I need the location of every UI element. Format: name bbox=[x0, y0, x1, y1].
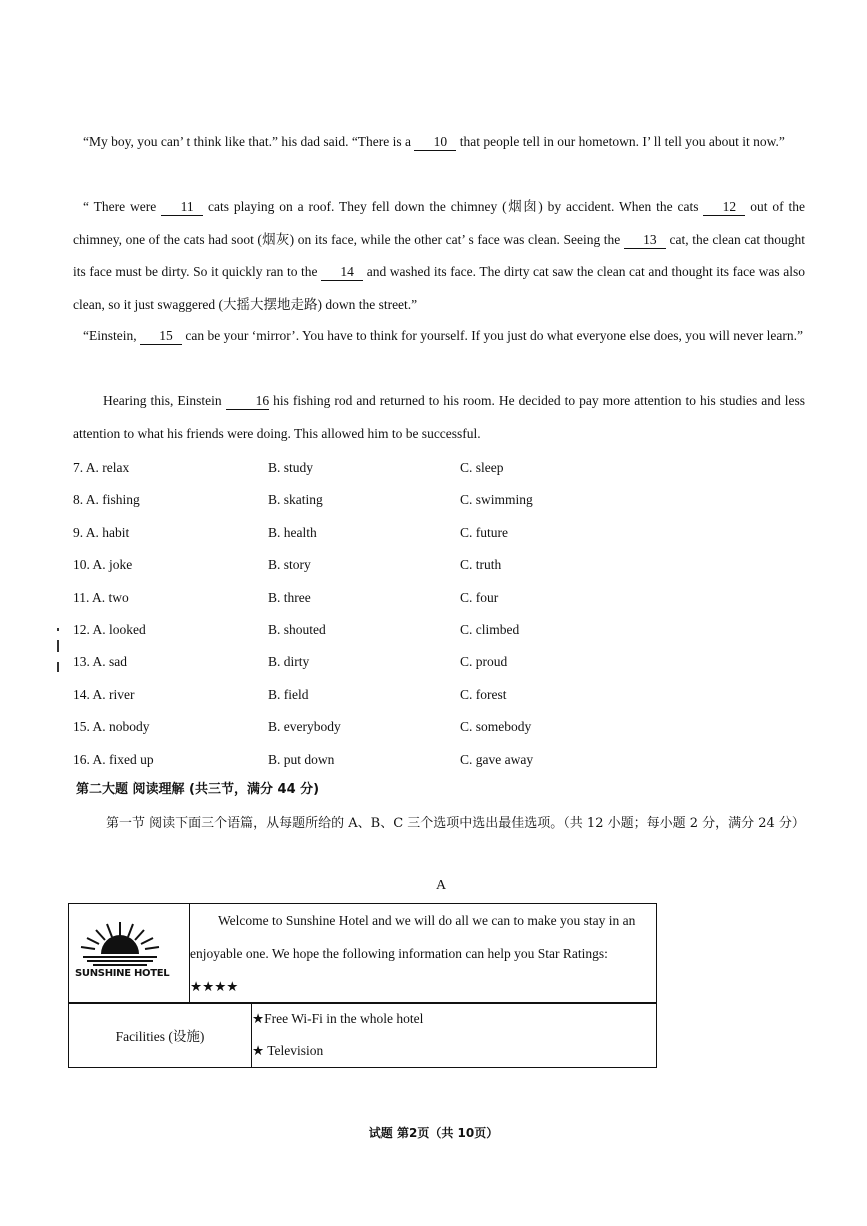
paragraph-3 bbox=[73, 320, 805, 353]
margin-mark bbox=[57, 640, 59, 652]
option-c: C. forest bbox=[460, 686, 507, 702]
blank-13: 13 bbox=[624, 232, 666, 249]
option-a: 14. A. river bbox=[73, 686, 135, 702]
text: “ There were bbox=[83, 199, 162, 214]
question-12 bbox=[73, 614, 805, 646]
question-9 bbox=[73, 517, 805, 549]
paragraph-1 bbox=[73, 126, 805, 159]
blank-14: 14 bbox=[321, 264, 363, 281]
blank-16: 16 bbox=[226, 393, 270, 410]
sunrise-logo-icon bbox=[77, 916, 163, 970]
logo-text: SUNSHINE HOTEL bbox=[75, 968, 170, 979]
question-13 bbox=[73, 646, 805, 678]
section-instructions: 第一节 阅读下面三个语篇，从每题所给的 A、B、C 三个选项中选出最佳选项。（共 12 小题；每小题 2 分，满分 24 分） bbox=[106, 816, 805, 831]
option-b: B. story bbox=[268, 557, 311, 573]
option-c: C. somebody bbox=[460, 719, 532, 735]
option-b: B. put down bbox=[268, 751, 335, 767]
option-a: 16. A. fixed up bbox=[73, 751, 154, 767]
option-c: C. future bbox=[460, 524, 508, 540]
passage-label: A bbox=[436, 878, 447, 893]
option-a: 8. A. fishing bbox=[73, 492, 140, 508]
text: can be your ‘mirror’. You have to think for yourself. If you just do what everyone else does, you will never learn.” bbox=[182, 328, 803, 343]
option-c: C. sleep bbox=[460, 460, 504, 475]
facilities-table bbox=[68, 1002, 657, 1068]
facilities-label: Facilities (设施) bbox=[69, 1003, 252, 1068]
question-16 bbox=[73, 744, 805, 776]
option-c: C. truth bbox=[460, 557, 502, 573]
hotel-logo bbox=[69, 904, 190, 1004]
option-a: 15. A. nobody bbox=[73, 719, 150, 735]
option-a: 7. A. relax bbox=[73, 460, 130, 475]
text: Hearing this, Einstein bbox=[103, 393, 226, 408]
option-b: B. shouted bbox=[268, 621, 326, 637]
facility-item: ★Free Wi-Fi in the whole hotel bbox=[252, 1011, 424, 1026]
hotel-info-table bbox=[68, 903, 657, 1004]
page-footer: 试题 第2页（共 10页） bbox=[368, 1126, 499, 1140]
text: his fishing rod and returned to his room. He decided to pay more attention to his studies and less attention to what his friends were doing. This allowed him to be successful. bbox=[73, 393, 806, 441]
hotel-welcome: Welcome to Sunshine Hotel and we will do all we can to make you stay in an enjoyable one. We hope the following information can help you Star Ratings: ★★★★ bbox=[190, 904, 657, 1004]
blank-15: 15 bbox=[140, 328, 182, 345]
facility-item: ★ Television bbox=[252, 1043, 324, 1058]
option-a: 13. A. sad bbox=[73, 654, 127, 670]
option-a: 10. A. joke bbox=[73, 557, 133, 573]
question-8 bbox=[73, 484, 805, 516]
facilities-list bbox=[252, 1003, 657, 1068]
option-c: C. climbed bbox=[460, 621, 520, 637]
margin-mark bbox=[57, 662, 59, 672]
blank-12: 12 bbox=[703, 199, 745, 216]
section-title: 第二大题 阅读理解 (共三节，满分 44 分) bbox=[76, 782, 320, 797]
option-b: B. health bbox=[268, 524, 317, 540]
option-a: 12. A. looked bbox=[73, 621, 146, 637]
option-a: 9. A. habit bbox=[73, 524, 130, 540]
option-c: C. proud bbox=[460, 654, 508, 670]
text: cat, the clean cat thought its face must be dirty. So it quickly ran to the bbox=[73, 231, 805, 279]
option-c: C. gave away bbox=[460, 751, 534, 767]
option-b: B. three bbox=[268, 589, 311, 605]
paragraph-4 bbox=[73, 385, 805, 450]
paragraph-2 bbox=[73, 191, 805, 321]
blank-11: 11 bbox=[161, 199, 203, 216]
option-a: 11. A. two bbox=[73, 589, 129, 605]
question-15 bbox=[73, 711, 805, 743]
option-b: B. study bbox=[268, 460, 314, 475]
question-7 bbox=[73, 452, 805, 484]
text: that people tell in our hometown. I’ ll tell you about it now.” bbox=[456, 134, 785, 149]
text: “My boy, you can’ t think like that.” his dad said. “There is a bbox=[83, 134, 415, 149]
option-b: B. field bbox=[268, 686, 309, 702]
text: “Einstein, bbox=[83, 328, 140, 343]
text: and washed its face. The dirty cat saw the clean cat and thought its face was also clean, so it just swaggered (大摇大摆地走路) down the street.” bbox=[73, 264, 806, 312]
option-c: C. swimming bbox=[460, 492, 533, 508]
question-14 bbox=[73, 679, 805, 711]
text: cats playing on a roof. They fell down the chimney (烟囱) by accident. When the cats bbox=[203, 199, 704, 214]
option-b: B. skating bbox=[268, 492, 323, 508]
option-b: B. dirty bbox=[268, 654, 310, 670]
margin-mark bbox=[57, 628, 59, 631]
option-c: C. four bbox=[460, 589, 499, 605]
text: out of the chimney, one of the cats had soot (烟灰) on its face, while the other cat’ s face was clean. Seeing the bbox=[73, 199, 806, 247]
option-b: B. everybody bbox=[268, 719, 341, 735]
blank-10: 10 bbox=[414, 134, 456, 151]
question-10 bbox=[73, 549, 805, 581]
question-11 bbox=[73, 582, 805, 614]
options-list bbox=[73, 452, 805, 776]
